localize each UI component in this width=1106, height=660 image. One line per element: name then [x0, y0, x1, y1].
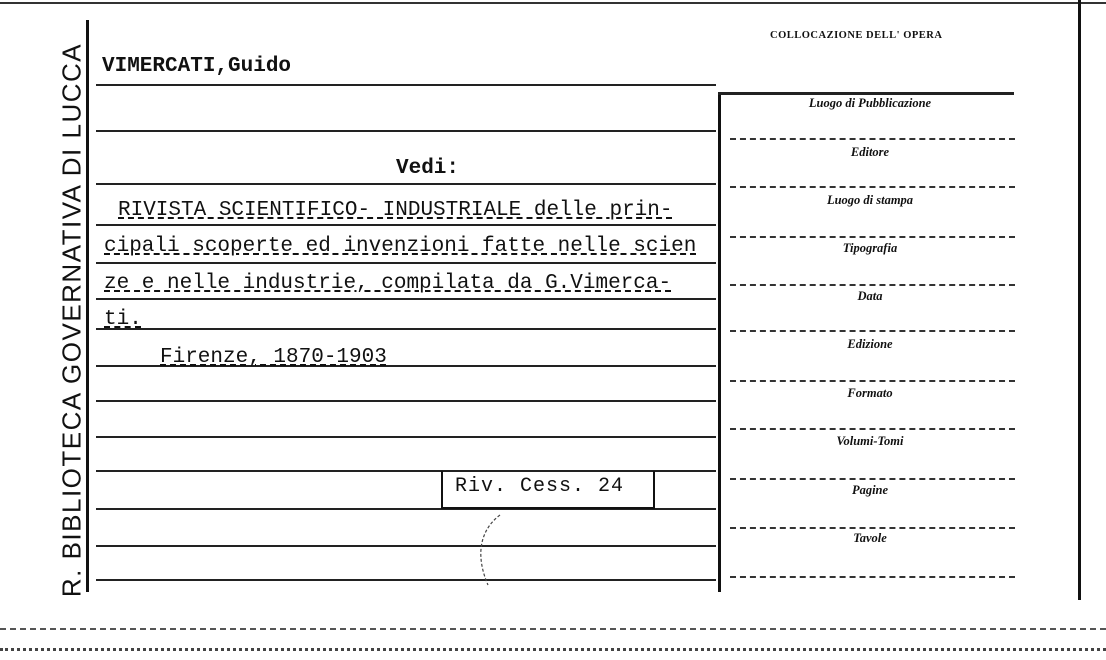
author-heading: VIMERCATI,Guido	[102, 55, 292, 78]
rule-9	[96, 400, 716, 402]
rule-1	[96, 84, 716, 86]
rule-14	[96, 579, 716, 581]
vedi-label: Vedi:	[396, 157, 460, 180]
field-rule-3	[730, 236, 1015, 238]
field-rule-7	[730, 428, 1015, 430]
field-label-pagine: Pagine	[851, 483, 889, 497]
field-rule-4	[730, 284, 1015, 286]
top-edge	[0, 2, 1106, 4]
title-line-4: ti.	[104, 308, 142, 331]
title-line-1: RIVISTA SCIENTIFICO- INDUSTRIALE delle prin-	[118, 199, 673, 222]
field-label-editore: Editore	[850, 145, 890, 159]
left-margin-rule	[86, 20, 89, 592]
shelfmark: Riv. Cess. 24	[455, 475, 625, 498]
rule-10	[96, 436, 716, 438]
field-rule-8	[730, 478, 1015, 480]
field-rule-5	[730, 330, 1015, 332]
field-label-luogo-pubblicazione: Luogo di Pubblicazione	[808, 96, 932, 110]
shelfmark-box	[441, 471, 655, 509]
rule-5	[96, 262, 716, 264]
field-label-edizione: Edizione	[847, 337, 893, 351]
field-label-tavole: Tavole	[853, 531, 887, 545]
field-rule-6	[730, 380, 1015, 382]
collocation-header: COLLOCAZIONE DELL' OPERA	[770, 30, 943, 41]
pencil-mark	[470, 510, 510, 590]
title-line-3: ze e nelle industrie, compilata da G.Vimerca-	[104, 272, 672, 295]
field-rule-2	[730, 186, 1015, 188]
section-divider	[718, 92, 721, 592]
field-label-tipografia: Tipografia	[842, 241, 898, 255]
bottom-noise-2	[0, 648, 1106, 651]
field-rule-10	[730, 576, 1015, 578]
bottom-noise-1	[0, 628, 1106, 630]
rule-2	[96, 130, 716, 132]
field-rule-9	[730, 527, 1015, 529]
field-label-volumi-tomi: Volumi-Tomi	[836, 434, 904, 448]
rule-7	[96, 328, 716, 330]
right-edge	[1078, 0, 1081, 600]
imprint: Firenze, 1870-1903	[160, 346, 387, 369]
field-label-luogo-stampa: Luogo di stampa	[826, 193, 914, 207]
title-line-2: cipali scoperte ed invenzioni fatte nelle scien	[104, 235, 697, 258]
right-top-rule	[718, 92, 1014, 95]
rule-3	[96, 183, 716, 185]
field-label-data: Data	[857, 289, 883, 303]
rule-6	[96, 298, 716, 300]
rule-4	[96, 224, 716, 226]
rule-13	[96, 545, 716, 547]
field-rule-1	[730, 138, 1015, 140]
library-stamp: R. BIBLIOTECA GOVERNATIVA DI LUCCA	[56, 42, 87, 598]
field-label-formato: Formato	[847, 386, 893, 400]
